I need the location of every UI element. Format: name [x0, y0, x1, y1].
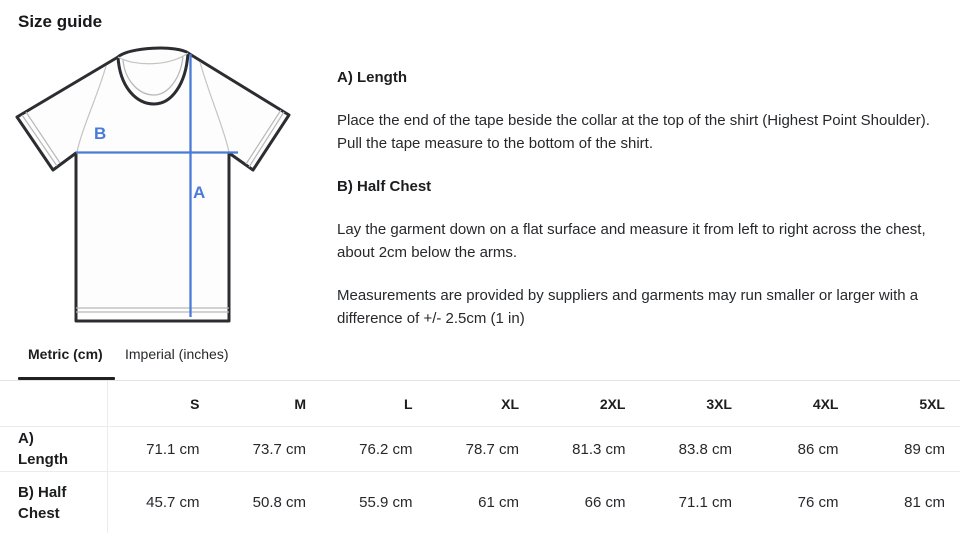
section-body-length: Place the end of the tape beside the collar at the top of the shirt (Highest Point Shoulder). Pull the tape measure to the bottom of the shirt.	[337, 112, 930, 152]
half-chest-value-m: 50.8 cm	[215, 472, 322, 533]
unit-tabbar	[0, 340, 960, 380]
instructions-panel	[337, 66, 945, 330]
measure-label-b: B	[94, 124, 107, 143]
table-corner-cell	[0, 381, 108, 427]
column-header-m: M	[215, 381, 322, 427]
length-value-4xl: 86 cm	[747, 427, 854, 472]
tab-metric-cm[interactable]: Metric (cm)	[28, 346, 103, 362]
length-value-3xl: 83.8 cm	[641, 427, 748, 472]
half-chest-value-3xl: 71.1 cm	[641, 472, 748, 533]
length-value-s: 71.1 cm	[108, 427, 215, 472]
section-body-half-chest: Lay the garment down on a flat surface and measure it from left to right across the chest, about 2cm below the arms.	[337, 221, 926, 261]
length-value-m: 73.7 cm	[215, 427, 322, 472]
half-chest-value-xl: 61 cm	[428, 472, 535, 533]
measurements-disclaimer: Measurements are provided by suppliers and garments may run smaller or larger with a difference of +/- 2.5cm (1 in)	[337, 287, 919, 327]
length-value-2xl: 81.3 cm	[534, 427, 641, 472]
page-title: Size guide	[18, 12, 103, 31]
length-value-l: 76.2 cm	[321, 427, 428, 472]
column-header-l: L	[321, 381, 428, 427]
size-table	[0, 380, 960, 533]
column-header-s: S	[108, 381, 215, 427]
length-value-5xl: 89 cm	[854, 427, 960, 472]
tshirt-illustration	[10, 40, 312, 332]
column-header-3xl: 3XL	[641, 381, 748, 427]
column-header-5xl: 5XL	[854, 381, 960, 427]
measure-label-a: A	[193, 183, 206, 202]
section-heading-length: A) Length	[337, 69, 407, 86]
row-label-length: A) Length	[0, 427, 108, 472]
half-chest-value-s: 45.7 cm	[108, 472, 215, 533]
half-chest-value-2xl: 66 cm	[534, 472, 641, 533]
column-header-xl: XL	[428, 381, 535, 427]
row-label-half-chest: B) Half Chest	[0, 472, 108, 533]
half-chest-value-4xl: 76 cm	[747, 472, 854, 533]
half-chest-value-l: 55.9 cm	[321, 472, 428, 533]
tab-imperial-inches[interactable]: Imperial (inches)	[125, 346, 229, 362]
tshirt-diagram	[10, 40, 312, 332]
column-header-2xl: 2XL	[534, 381, 641, 427]
section-heading-half-chest: B) Half Chest	[337, 178, 432, 195]
column-header-4xl: 4XL	[747, 381, 854, 427]
length-value-xl: 78.7 cm	[428, 427, 535, 472]
half-chest-value-5xl: 81 cm	[854, 472, 960, 533]
